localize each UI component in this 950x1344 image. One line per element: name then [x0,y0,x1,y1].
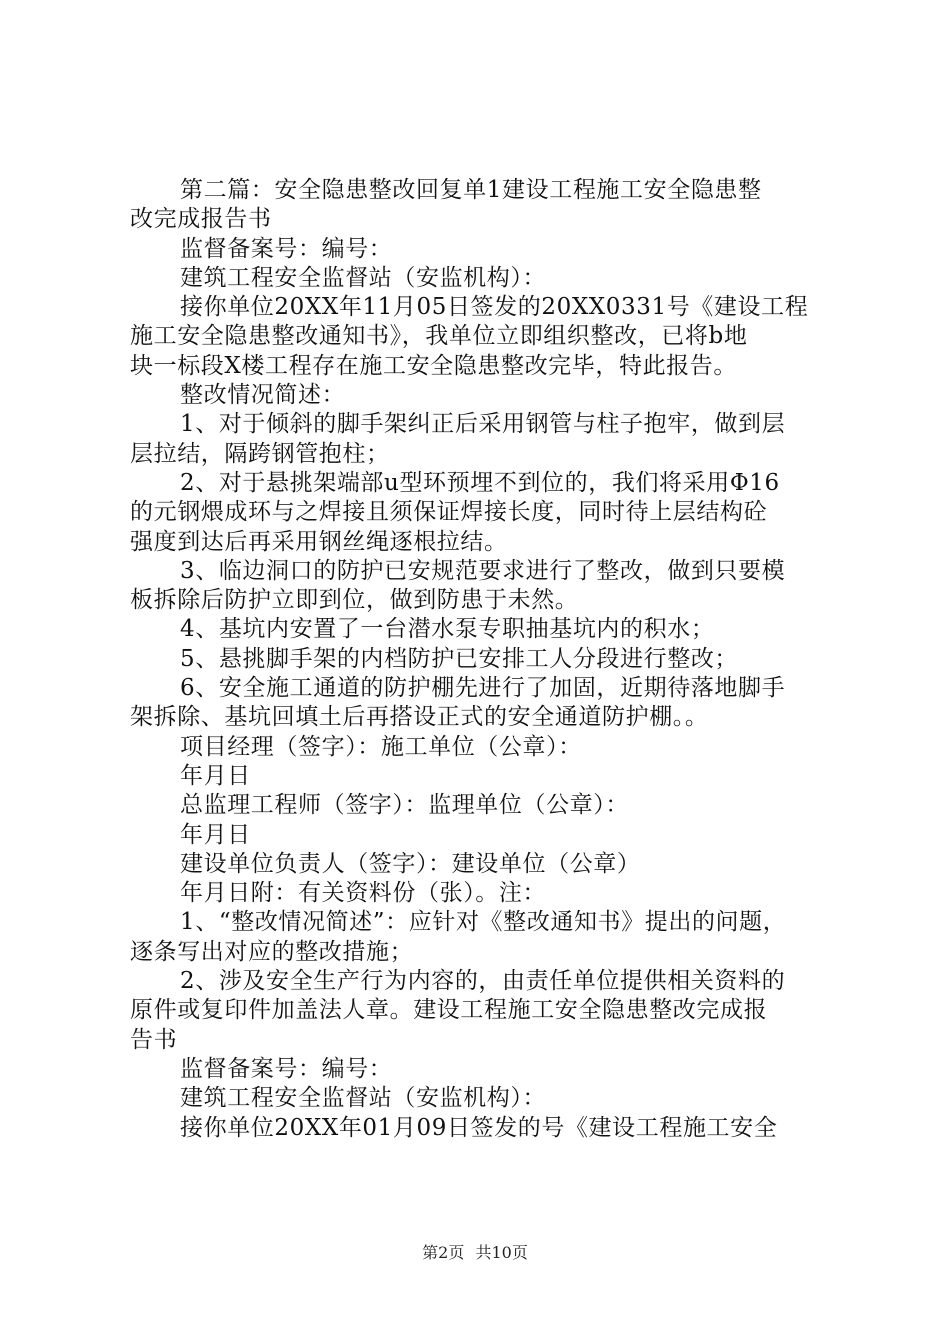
text-line: 总监理工程师（签字）：监理单位（公章）： [180,792,629,819]
text-line: 5、悬挑脚手架的内档防护已安排工人分段进行整改； [180,645,739,672]
text-line: 强度到达后再采用钢丝绳逐根拉结。 [130,528,508,555]
text-line: 架拆除、基坑回填土后再搭设正式的安全通道防护棚。。 [130,704,709,731]
text-line: 板拆除后防护立即到位，做到防患于未然。 [130,587,579,614]
page-number: 第2页 [422,1243,465,1262]
text-line: 项目经理（签字）：施工单位（公章）： [180,733,582,760]
text-line: 的元钢煨成环与之焊接且须保证焊接长度，同时待上层结构砼 [130,499,768,526]
text-line: 原件或复印件加盖法人章。建设工程施工安全隐患整改完成报 [130,997,768,1024]
text-line: 整改情况简述： [180,382,346,409]
text-line: 年月日 [180,821,251,848]
page-total: 共10页 [475,1243,528,1262]
text-line: 接你单位20XX年01月09日签发的号《建设工程施工安全 [180,1114,778,1141]
text-line: 监督备案号：编号： [180,1055,393,1082]
text-line: 年月日 [180,762,251,789]
text-line: 改完成报告书 [130,206,272,233]
text-line: 第二篇：安全隐患整改回复单1建设工程施工安全隐患整 [180,177,762,203]
text-line: 年月日附：有关资料份（张）。注： [180,880,547,907]
text-line: 1、“整改情况简述”：应针对《整改通知书》提出的问题， [180,909,787,936]
text-line: 建筑工程安全监督站（安监机构）： [180,1085,547,1112]
text-line: 接你单位20XX年11月05日签发的20XX0331号《建设工程 [180,294,809,321]
text-line: 监督备案号：编号： [180,235,393,262]
document-body [130,176,842,1143]
text-line: 逐条写出对应的整改措施； [130,938,414,965]
page-footer [0,1240,950,1263]
text-line: 4、基坑内安置了一台潜水泵专职抽基坑内的积水； [180,616,715,643]
text-line: 块一标段X楼工程存在施工安全隐患整改完毕，特此报告。 [130,352,737,379]
text-line: 6、安全施工通道的防护棚先进行了加固，近期待落地脚手 [180,675,786,702]
text-line: 3、临边洞口的防护已安规范要求进行了整改，做到只要模 [180,557,786,584]
text-line: 2、涉及安全生产行为内容的，由责任单位提供相关资料的 [180,968,786,995]
text-line: 层拉结，隔跨钢管抱柱； [130,440,390,467]
text-line: 施工安全隐患整改通知书》，我单位立即组织整改，已将b地 [130,323,748,350]
text-line: 2、对于悬挑架端部u型环预埋不到位的，我们将采用Φ16 [180,469,780,496]
text-line: 1、对于倾斜的脚手架纠正后采用钢管与柱子抱牢，做到层 [180,411,786,438]
text-line: 建筑工程安全监督站（安监机构）： [180,264,547,291]
text-line: 建设单位负责人（签字）：建设单位（公章） [180,850,641,877]
text-line: 告书 [130,1026,178,1053]
